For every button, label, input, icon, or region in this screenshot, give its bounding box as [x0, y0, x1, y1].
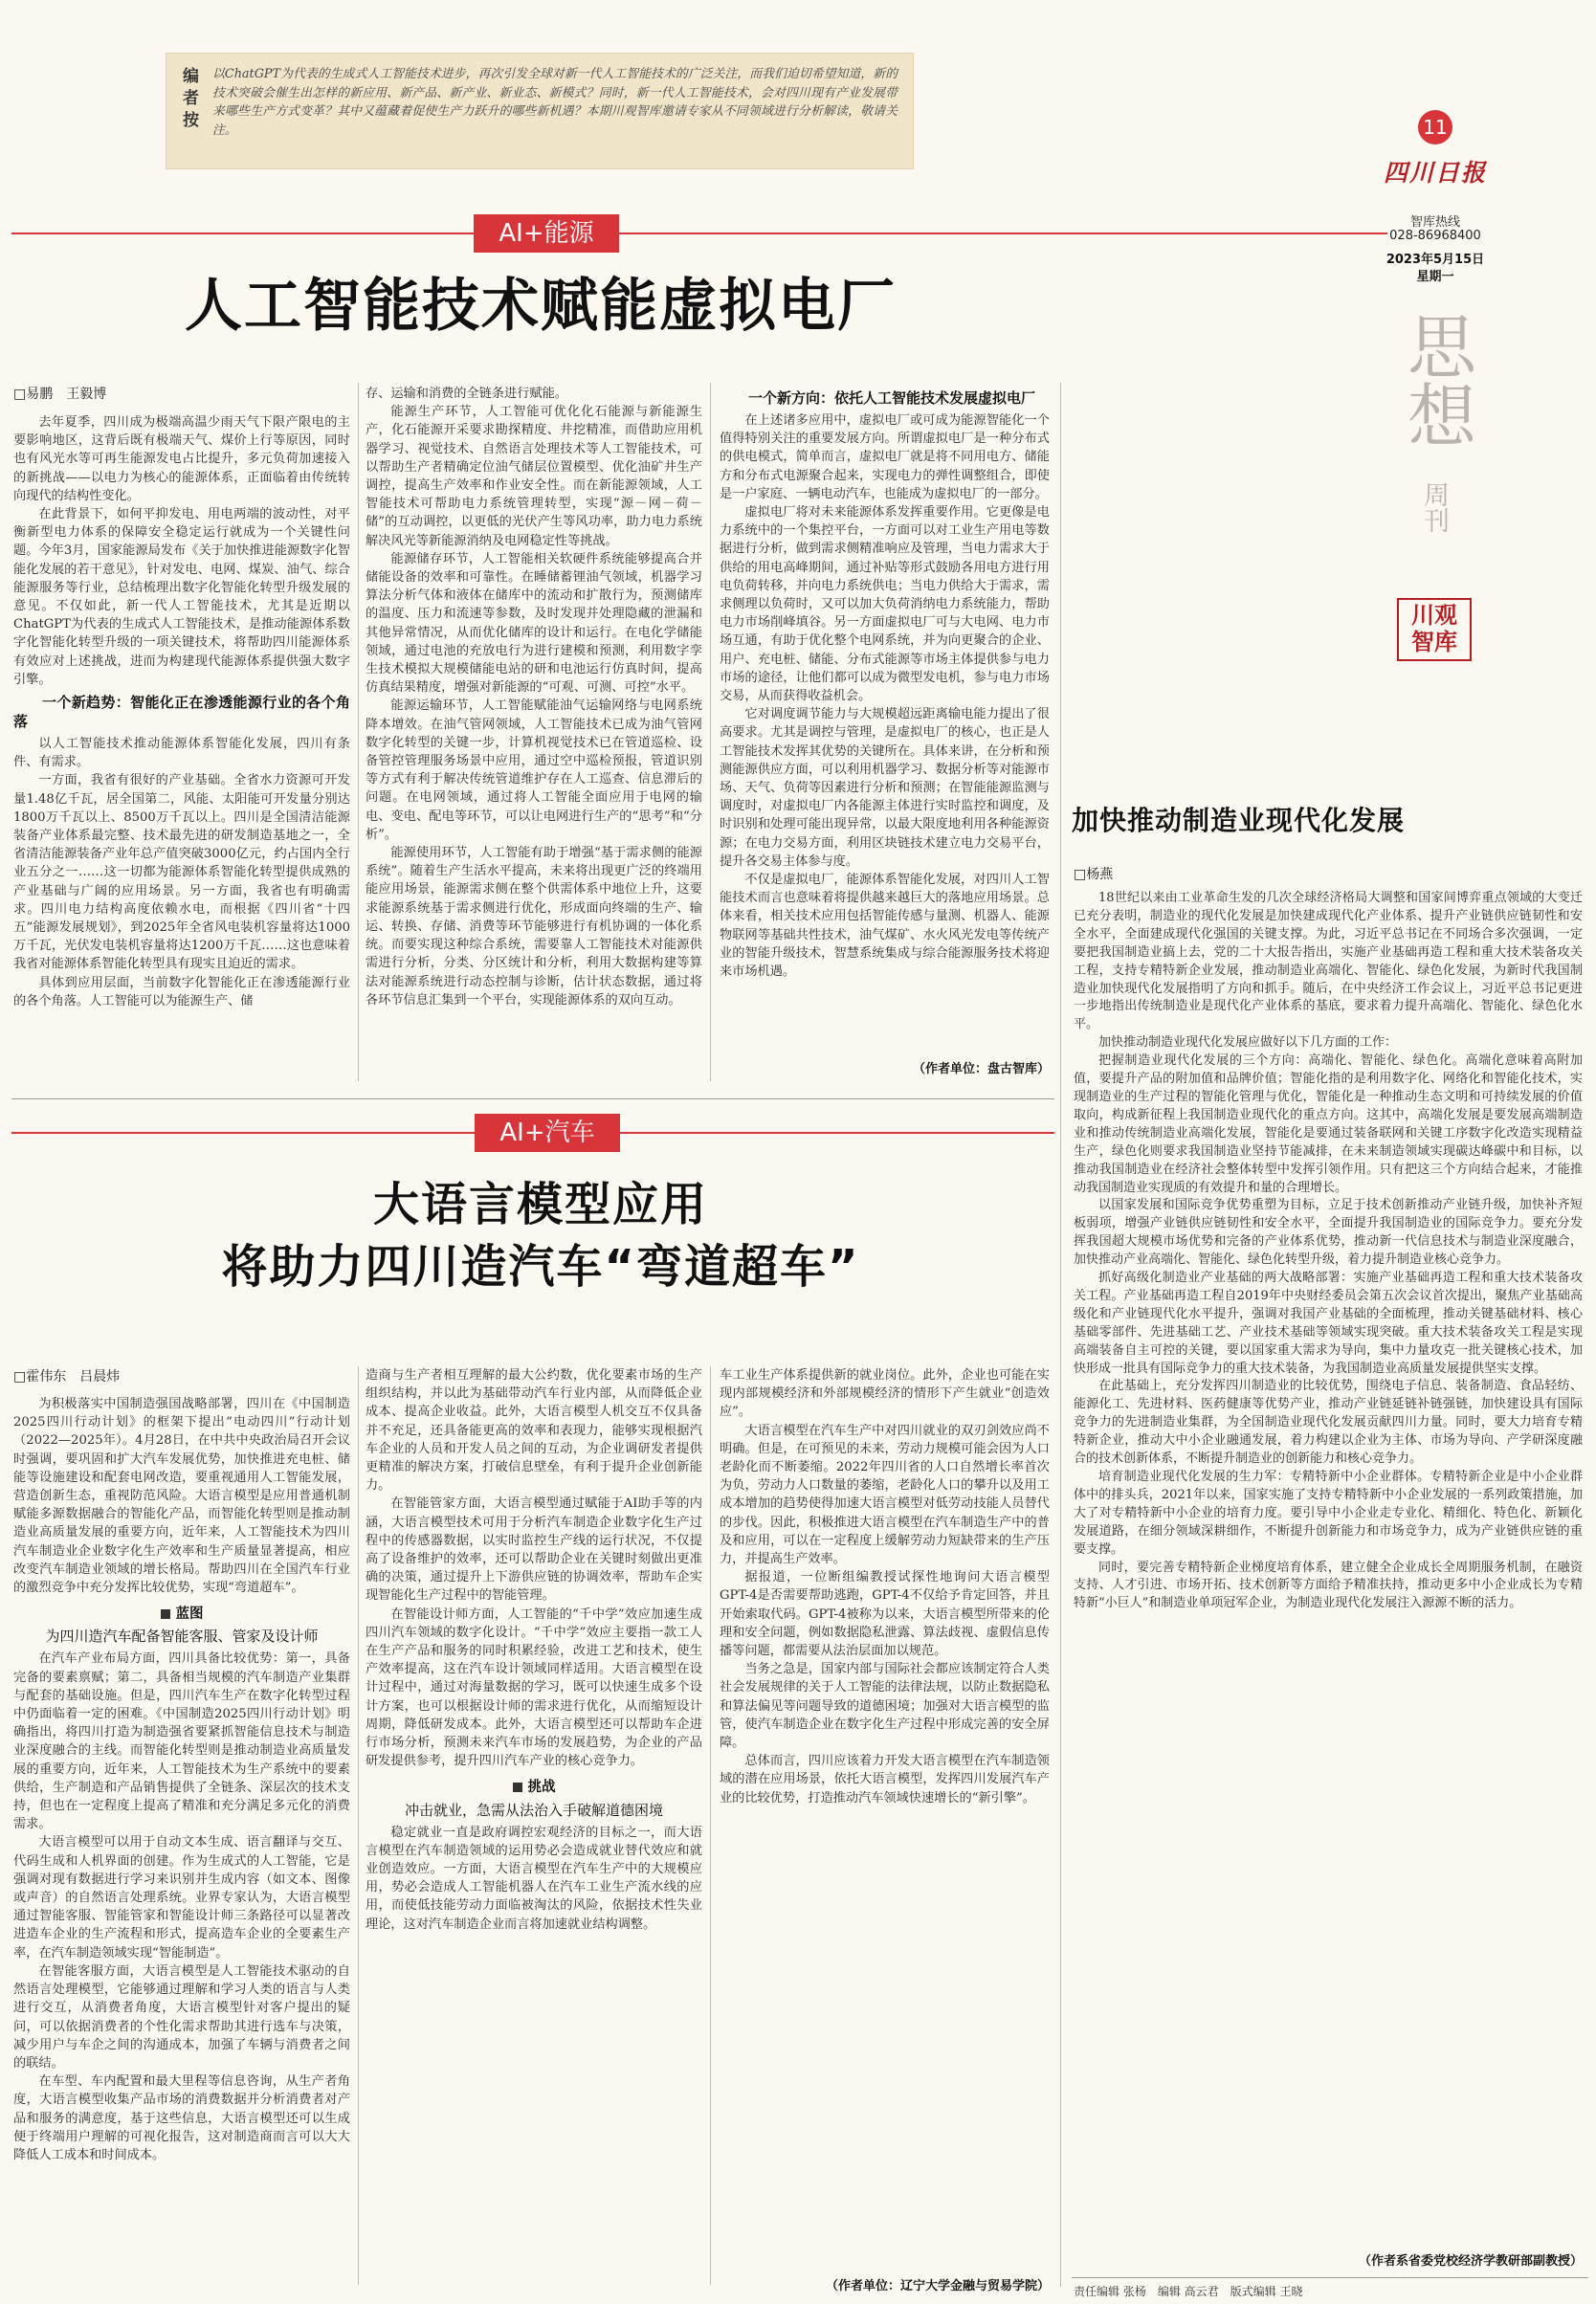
article2-col3-p3: 据报道，一位断组编教授试探性地询问大语言模型GPT-4是否需要帮助逃跑，GPT-4不仅给予肯定回答，并且开始索取代码。GPT-4被称为以来，大语言模型所带来的伦理和安全问题，例如数据隐私泄露、算法歧视、虚假信息传播等问题，都需要从法治层面加以规范。 — [720, 1570, 1050, 1659]
article2-author: （作者单位：辽宁大学金融与贸易学院） — [825, 2279, 1050, 2293]
article3-p6: 在此基础上，充分发挥四川制造业的比较优势，围绕电子信息、装备制造、食品轻纺、能源化工、先进材料、医药健康等优势产业，推动产业链延链补链强链，加快建设具有国际竞争力的先进制造业集群，为全国制造业现代化发展贡献四川力量。同时，要大力培育专精特新企业，推动大中小企业融通发展，着力构建以企业为主体、市场为导向、产学研深度融合的技术创新体系，不断提升制造业的创新能力和核心竞争力。 — [1074, 1379, 1583, 1467]
article2-blueprint-head: 为四川造汽车配备智能客服、管家及设计师 — [45, 1628, 319, 1646]
article1-col2-p3: 能源储存环节，人工智能相关软硬件系统能够提高合并储能设备的效率和可靠性。在睡储蓄锂油气领域，机器学习算法分析气体和液体在储库中的流动和扩散行为，预测储库的温度、压力和流速等参数，及时发现并处理隐藏的泄漏和其他异常情况，从而优化储库的设计和运行。在电化学储能领域，通过电池的充放电行为进行建模和预测，利用数字孪生技术模拟大规模储能电站的研和电池运行仿真时间，提高仿真结果精度，增强对新能源的“可观、可测、可控”水平。 — [366, 551, 702, 696]
article2-headline-line1: 大语言模型应用 — [372, 1178, 708, 1231]
article1-tag-line — [11, 233, 1387, 234]
page-number-badge — [1418, 110, 1452, 144]
article3-p2: 加快推动制造业现代化发展应做好以下几方面的工作： — [1098, 1035, 1398, 1051]
article2-col1-p1: 为积极落实中国制造强国战略部署，四川在《中国制造2025四川行动计划》的框架下提出“电动四川”行动计划（2022—2025年）。4月28日，在中共中央政治局召开会议时强调，要巩固和扩大汽车发展优势，加快推进充电桩、储能等设施建设和配套电网改造，要重视通用人工智能发展，营造创新生态，重视防范风险。大语言模型是应用普通机制赋能多源数据融合的智能化产品，而智能化转型则是推动制造业高质量发展的重要方向，近年来，人工智能技术为四川汽车制造业企业数字化生产效率和生产质量显著提高，相应改变汽车制造业领域的增长格局。帮助四川在全国汽车行业的激烈竞争中充分发挥比较优势，实现“弯道超车”。 — [13, 1397, 350, 1596]
article2-col1 — [13, 1395, 350, 2285]
article2-tag: AI+汽车 — [475, 1114, 620, 1152]
issue-weekday: 星期一 — [1416, 270, 1454, 284]
article2-col2-p3: 在智能设计师方面，人工智能的“千中学”效应加速生成四川汽车领域的数字化设计。“千中学”效应主要指一款工人在生产产品和服务的同时积累经验，改进工艺和技术，使生产效率提高，这在汽车设计领域同样适用。大语言模型在设计过程中，通过对海量数据的学习，既可以快速生成多个设计方案，也可以根据设计师的需求进行优化，从而缩短设计周期，降低研发成本。此外，大语言模型还可以帮助车企进行市场分析，预测未来汽车市场的发展趋势，为企业的产品研发提供参考，提升四川汽车产业的核心竞争力。 — [366, 1606, 702, 1769]
paper-name: 四川日报 — [1383, 159, 1487, 187]
article2-col1-p2: 在汽车产业布局方面，四川具备比较优势：第一，具备完备的要素禀赋；第二，具备相当规模的汽车制造产业集群与配套的基础设施。但是，四川汽车生产在数字化转型过程中仍面临着一定的困难。《中国制造2025四川行动计划》明确指出，将四川打造为制造强省要紧抓智能信息技术与制造业深度融合的主线。而智能化转型则是推动制造业高质量发展的重要方向，近年来，人工智能技术为生产系统中的要素供给，生产制造和产品销售提供了全链条、深层次的技术支持，但也在一定程度上提高了精准和充分满足多元化的消费需求。 — [13, 1651, 350, 1832]
article1-col3-p3: 它对调度调节能力与大规模超远距离输电能力提出了很高要求。尤其是调控与管理，是虚拟电厂的核心，也正是人工智能技术发挥其优势的关键所在。具体来讲，在分析和预测能源供应方面，可以利用机器学习、数据分析等对能源市场、天气、负荷等因素进行分析和预测；在智能能源监测与调度时，对虚拟电厂内各能源主体进行实时监控和调度，及时识别和处理可能出现异常，以最大限度地利用各种能源资源；在电力交易方面，利用区块链技术建立电力交易平台，提升各交易主体参与度。 — [720, 707, 1050, 869]
masthead — [1335, 110, 1584, 875]
article1-byline: □易鹏 王毅博 — [13, 387, 107, 402]
article3-p7: 培育制造业现代化发展的生力军：专精特新中小企业群体。专精特新企业是中小企业群体中的排头兵，2021年以来，国家实施了支持专精特新中小企业发展的一系列政策措施，加大了对专精特新中小企业的培育力度。要引导中小企业走专业化、精细化、特色化、新颖化发展道路，在细分领域深耕细作，不断提升创新能力和市场竞争力，成为产业链供应链的重要支撑。 — [1074, 1470, 1583, 1557]
main-column-divider — [1060, 383, 1061, 2287]
article2-blueprint-label — [13, 1605, 350, 1623]
hotline-number: 028-86968400 — [1389, 229, 1481, 243]
article2-col1-p3: 大语言模型可以用于自动文本生成、语言翻译与交互、代码生成和人机界面的创建。作为生成式的人工智能，它是强调对现有数据进行学习来识别并生成内容（如文本、图像或声音）的自然语言处理系统。业界专家认为，大语言模型通过智能客服、智能管家和智能设计师三条路径可以显著改进造车企业的生产流程和形式，提高造车企业的全要素生产率，在汽车制造领域实现“智能制造”。 — [13, 1835, 350, 1961]
article1-col3-p1: 在上述诸多应用中，虚拟电厂或可成为能源智能化一个值得特别关注的重要发展方向。所谓虚拟电厂是一种分布式的供电模式，简单而言，虚拟电厂就是将不同用电方、储能方和分布式电源聚合起来，实现电力的弹性调整组合，即使是一户家庭、一辆电动汽车，也能成为虚拟电厂的一部分。 — [720, 413, 1050, 501]
section-title — [1395, 311, 1476, 449]
article2-col2-p1: 造商与生产者相互理解的最大公约数，优化要素市场的生产组织结构，并以此为基础带动汽车行业内部，从而降低企业成本、提高企业收益。此外，大语言模型人机交互不仅具备并不充足，还具备能更高的效率和表现力，能够实现根据汽车企业的人员和开发人员之间的互动，为企业调研发者提供更精准的解决方案，打破信息壁垒，有利于提升企业创新能力。 — [366, 1368, 702, 1494]
article2-col1-p4: 在智能客服方面，大语言模型是人工智能技术驱动的自然语言处理模型，它能够通过理解和学习人类的语言与人类进行交互，从消费者角度，大语言模型针对客户提出的疑问，可以依据消费者的个性化需求帮助其进行选车与决策，减少用户与车企之间的沟通成本，加强了车辆与消费者之间的联结。 — [13, 1963, 350, 2071]
article1-divider1 — [358, 383, 359, 1081]
article3-p4: 以国家发展和国际竞争优势重塑为目标，立足于技术创新推动产业链升级，加快补齐短板弱项，增强产业链供应链韧性和安全水平，全面提升我国制造业的国际竞争力。要充分发挥我国超大规模市场优势和完备的产业体系优势，推动新一代信息技术与制造业深度融合，加快推动产业高端化、智能化、绿色化转型升级，着力提升制造业核心竞争力。 — [1074, 1198, 1583, 1268]
article2-col2-p4: 稳定就业一直是政府调控宏观经济的目标之一，而大语言模型在汽车制造领域的运用势必会造成就业替代效应和就业创造效应。一方面，大语言模型在汽车生产中的大规模应用，势必会造成人工智能机器人在汽车工业生产流水线的应用，而使低技能劳动力面临被淘汰的风险，依据技术性失业理论，这对汽车制造企业而言将加速就业结构调整。 — [366, 1825, 702, 1932]
article1-col3-p4: 不仅是虚拟电厂，能源体系智能化发展，对四川人工智能技术而言也意味着将提供越来越巨大的落地应用场景。总体来看，相关技术应用包括智能传感与量测、机器人、能源物联网等基础共性技术，油气煤矿、水火风光发电等传统产业的智能升级技术，智慧系统集成与综合能源服务技术将迎来市场机遇。 — [720, 873, 1050, 980]
section-subtitle-text: 周刊 — [1419, 481, 1449, 533]
article1-col1-p4: 一方面，我省有很好的产业基础。全省水力资源可开发量1.48亿千瓦，居全国第二，风能、太阳能可开发量分别达1800万千瓦以上、8500万千瓦以上。四川是全国清洁能源装备产业体系最完整、技术最先进的研发制造基地之一，全省清洁能源装备产业年总产值突破3000亿元，约占国内全行业五分之一……这一切都为能源体系智能化转型提供成熟的产业基础与广阔的应用场景。另一方面，我省也有明确需求。四川电力结构高度依赖水电，而根据《四川省“十四五”能源发展规划》，到2025年全省风电装机容量将达1000万千瓦，光伏发电装机容量将达1200万千瓦……这也意味着我省对能源体系智能化转型具有现实且迫近的需求。 — [13, 773, 350, 972]
editor-note-label-text: 编者按 — [179, 67, 198, 133]
footer-credits: 责任编辑 张杨 编辑 高云君 版式编辑 王晓 — [1074, 2285, 1303, 2298]
editor-note-box — [166, 53, 914, 169]
article3-p5: 抓好高级化制造业产业基础的两大战略部署：实施产业基础再造工程和重大技术装备攻关工程。产业基础再造工程自2019年中央财经委员会第五次会议首次提出，聚焦产业基础高级化和产业链现代化水平提升，强调对我国产业基础的全面梳理，推动关键基础材料、核心基础零部件、先进基础工艺、产业技术基础等领域实现突破。重大技术装备攻关工程是实现高端装备自主可控的关键，要以国家重大需求为导向，集中力量攻克一批关键核心技术，加快形成一批具有国际竞争力的重大技术装备，为我国制造业高质量发展提供坚实支撑。 — [1074, 1271, 1583, 1376]
article1-subheading1: 一个新趋势：智能化正在渗透能源行业的各个角落 — [13, 694, 350, 731]
section-subtitle — [1405, 481, 1462, 533]
editor-note-text: 以ChatGPT为代表的生成式人工智能技术进步，再次引发全球对新一代人工智能技术的广泛关注，而我们迫切希望知道，新的技术突破会催生出怎样的新应用、新产品、新产业、新业态、新模式？同时，新一代人工智能技术，会对四川现有产业发展带来哪些生产方式变革？其中又蕴藏着促使生产力跃升的哪些新机遇？本期川观智库邀请专家从不同领域进行分析解读，敬请关注。 — [212, 67, 898, 138]
article2-col3-p4: 当务之急是，国家内部与国际社会都应该制定符合人类社会发展规律的关于人工智能的法律法规，以防止数据隐私和算法偏见等问题导致的道德困境；加强对大语言模型的监管，使汽车制造企业在数字化生产过程中形成完善的安全屏障。 — [720, 1662, 1050, 1751]
article3-p8: 同时，要完善专精特新企业梯度培育体系，建立健全企业成长全周期服务机制，在融资支持、人才引进、市场开拓、技术创新等方面给予精准扶持，推动更多中小企业成长为专精特新“小巨人”和制造业单项冠军企业，为制造业现代化发展注入源源不断的活力。 — [1074, 1560, 1583, 1611]
article2-challenge-head: 冲击就业，急需从法治入手破解道德困境 — [404, 1801, 663, 1819]
article1-col2-p5: 能源使用环节，人工智能有助于增强“基于需求侧的能源系统”。随着生产生活水平提高，未来将出现更广泛的终端用能应用场景，能源需求侧在整个供需体系中地位上升，这要求能源系统基于需求侧进行优化，形成面向终端的生产、输运、转换、存储、消费等环节能够进行有机协调的一体化系统。而要实现这种综合系统，需要靠人工智能技术对能源供需进行分析，分类、分区统计和分析，利用大数据构建等算法对能源系统进行动态控制与诊断，估计状态数据，通过将各环节信息汇集到一个平台，实现能源体系的双向互动。 — [366, 846, 702, 1008]
challenge-label-text: 挑战 — [527, 1779, 556, 1796]
article3-author: （作者系省委党校经济学教研部副教授） — [1358, 2254, 1583, 2269]
article1-divider2 — [710, 383, 711, 1081]
article1-col1-p5: 具体到应用层面，当前数字化智能化正在渗透能源行业的各个角落。人工智能可以为能源生产、储 — [13, 975, 350, 1008]
issue-date: 2023年5月15日 — [1385, 253, 1485, 267]
article2-col1-p5: 在车型、车内配置和最大里程等信息咨询，从生产者角度，大语言模型收集产品市场的消费数据并分析消费者对产品和服务的满意度，基于这些信息，大语言模型还可以生成便于终端用户理解的可视化报告，这对制造商而言可以大大降低人工成本和时间成本。 — [13, 2074, 350, 2162]
article1-subheading2: 一个新方向：依托人工智能技术发展虚拟电厂 — [748, 389, 1036, 407]
article1-headline: 人工智能技术赋能虚拟电厂 — [185, 273, 897, 340]
article3-headline: 加快推动制造业现代化发展 — [1072, 805, 1406, 836]
chuanguan-think-tank-logo — [1397, 598, 1472, 661]
article2-col3-p2: 大语言模型在汽车生产中对四川就业的双刃剑效应尚不明确。但是，在可预见的未来，劳动力规模可能会因为人口老龄化而不断萎缩。2022年四川省的人口自然增长率首次为负，劳动力人口数量的萎缩，老龄化人口的攀升以及用工成本增加的趋势使得加速大语言模型对低劳动技能人员替代的步伐。因此，积极推进大语言模型在汽车制造生产中的普及和应用，可以在一定程度上缓解劳动力短缺带来的生产压力，并提高生产效率。 — [720, 1423, 1050, 1567]
article1-col3-p2: 虚拟电厂将对未来能源体系发挥重要作用。它更像是电力系统中的一个集控平台，一方面可以对工业生产用电等数据进行分析，做到需求侧精准响应及管理，当电力需求大于供给的用电高峰期间，通过补贴等形式鼓励各用电方进行用电负荷转移，并向电力系统供电；当电力供给大于需求，需求侧理以负荷时，又可以加大负荷消纳电力系统能力，帮助电力市场削峰填谷。另一方面虚拟电厂可与大电网、电力市场互通，有助于优化整个电网系统，并为向更聚合的企业、用户、充电桩、储能、分布式能源等市场主体提供参与电力市场的途径，让他们都可以成为微型发电机，参与电力市场交易，从而获得收益机会。 — [720, 505, 1050, 704]
blueprint-square-icon — [161, 1609, 170, 1619]
hotline-label: 智库热线 — [1409, 215, 1460, 230]
article1-col1 — [13, 413, 350, 1083]
article3-p3: 把握制造业现代化发展的三个方向：高端化、智能化、绿色化。高端化意味着高附加值，要提升产品的附加值和品牌价值；智能化指的是利用数字化、网络化和智能化技术，实现制造业的生产过程的智能化管理与优化，智能化是一种推动生态文明和可持续发展的价值取向，构成新征程上我国制造业现代化的重点方向。这其中，高端化发展是要发展高端制造业和推动传统制造业高端化发展，智能化是要通过装备联网和关键工序数字化改造实现精益生产，绿色化则要求我国制造业坚持节能减排，在未来制造领域实现碳达峰碳中和目标，以推动我国制造业在经济社会整体转型中发挥引领作用。只有把这三个方向结合起来，才能推动我国制造业实现质的有效提升和量的合理增长。 — [1074, 1053, 1583, 1195]
article2-col3-p5: 总体而言，四川应该着力开发大语言模型在汽车制造领域的潜在应用场景，依托大语言模型，发挥四川发展汽车产业的比较优势，打造推动汽车领域快速增长的“新引擎”。 — [720, 1754, 1050, 1806]
page-number: 11 — [1423, 116, 1448, 139]
article2-top-rule — [11, 1098, 1054, 1099]
challenge-square-icon — [513, 1783, 522, 1792]
article3-body — [1074, 890, 1583, 2234]
section-title-text: 思想 — [1396, 311, 1476, 449]
editor-note-label — [174, 67, 198, 133]
article3-p1: 18世纪以来由工业革命生发的几次全球经济格局大调整和国家间博弈重点领域的大变迁已充分表明，制造业的现代化发展是加快建成现代化产业体系、提升产业链供应链韧性和安全水平，全面建成现代化强国的关键支撑。为此，习近平总书记在不同场合多次强调，一定要把我国制造业搞上去，党的二十大报告指出，实施产业基础再造工程和重大技术装备攻关工程，支持专精特新企业发展，推动制造业高端化、智能化、绿色化发展，为新时代我国制造业加快现代化发展指明了方向和抓手。随后，在中央经济工作会议上，习近平总书记更进一步地指出传统制造业是现代化产业体系的基底，要求着力提升高端化、智能化、绿色化水平。 — [1074, 891, 1583, 1032]
article2-col3-p1: 车工业生产体系提供新的就业岗位。此外，企业也可能在实现内部规模经济和外部规模经济的情形下产生就业“创造效应”。 — [720, 1368, 1050, 1420]
article1-col2-p2: 能源生产环节，人工智能可优化化石能源与新能源生产，化石能源开采要求勘探精度、井挖精准，而借助应用机器学习、视觉技术、自然语言处理技术等人工智能技术，可以帮助生产者精确定位油气储层位置模型、优化油矿井生产调控，提高生产效率和作业安全性。而在新能源领域，人工智能技术可帮助电力系统管理转型，实现“源－网－荷－储”的互动调控，以更低的光伏产生等风功率，助力电力系统解决风光等新能源消纳及电网稳定性等挑战。 — [366, 405, 702, 548]
logo-text: 川观智库 — [1411, 601, 1457, 655]
blueprint-label-text: 蓝图 — [175, 1606, 204, 1623]
article1-author: （作者单位：盘古智库） — [912, 1062, 1050, 1076]
article1-col2 — [366, 385, 702, 1078]
article1-tag: AI+能源 — [474, 214, 619, 253]
article2-headline-line2: 将助力四川造汽车“弯道超车” — [221, 1240, 860, 1294]
article1-col2-p1: 存、运输和消费的全链条进行赋能。 — [366, 387, 567, 401]
article2-col2-p2: 在智能管家方面，大语言模型通过赋能于AI助手等的内涵，大语言模型技术可用于分析汽车制造企业数字化生产过程中的传感器数据，以实时监控生产线的运行状况，不仅提高了设备维护的效率，还可以帮助企业在关键时刻做出更准确的决策，通过提升上下游供应链的协调效率，帮助车企实现智能化生产过程中的智能管理。 — [366, 1496, 702, 1604]
article2-divider2 — [710, 1366, 711, 2285]
footer-rule — [1072, 2277, 1588, 2278]
article1-col1-p3: 以人工智能技术推动能源体系智能化发展，四川有条件、有需求。 — [13, 737, 350, 770]
article1-col1-p2: 在此背景下，如何平抑发电、用电两端的波动性，对平衡新型电力体系的保障安全稳定运行就成为一个关键性问题。今年3月，国家能源局发布《关于加快推进能源数字化智能化发展的若干意见》，针对发电、电网、煤炭、油气、综合能源服务等行业，总结梳理出数字化智能化转型升级发展的意见。不仅如此，新一代人工智能技术，尤其是近期以ChatGPT为代表的生成式人工智能技术，是推动能源体系数字化智能化转型升级的一项关键技术，将帮助四川能源体系有效应对上述挑战，进而为构建现代能源体系提供强大数字引擎。 — [13, 507, 350, 687]
article1-col3 — [720, 385, 1050, 1054]
article2-challenge-label — [366, 1778, 702, 1796]
article2-col3 — [720, 1366, 1050, 2256]
article1-col1-p1: 去年夏季，四川成为极端高温少雨天气下限产限电的主要影响地区，这背后既有极端天气、煤价上行等原因，同时也有风光水等可再生能源发电占比提升，多元负荷加速接入的新挑战——以电力为核心的能源体系，正面临着由传统转向现代的结构性变化。 — [13, 415, 350, 503]
article1-col2-p4: 能源运输环节，人工智能赋能油气运输网络与电网系统降本增效。在油气管网领域，人工智能技术已成为油气管网数字化转型的关键一步，计算机视觉技术已在管道巡检、设备管控管理服务场景中应用，通过空中巡检预报，管道识别等方式有利于解决传统管道维护存在人工巡查、信息滞后的问题。在电网领域，通过将人工智能全面应用于电网的输电、变电、配电等环节，可以让电网进行生产的“思考”和“分析”。 — [366, 698, 702, 842]
article2-col2 — [366, 1366, 702, 2285]
article2-byline: □霍伟东 吕晨炜 — [13, 1369, 121, 1385]
article2-divider1 — [358, 1366, 359, 2285]
article3-byline: □杨燕 — [1074, 867, 1114, 882]
